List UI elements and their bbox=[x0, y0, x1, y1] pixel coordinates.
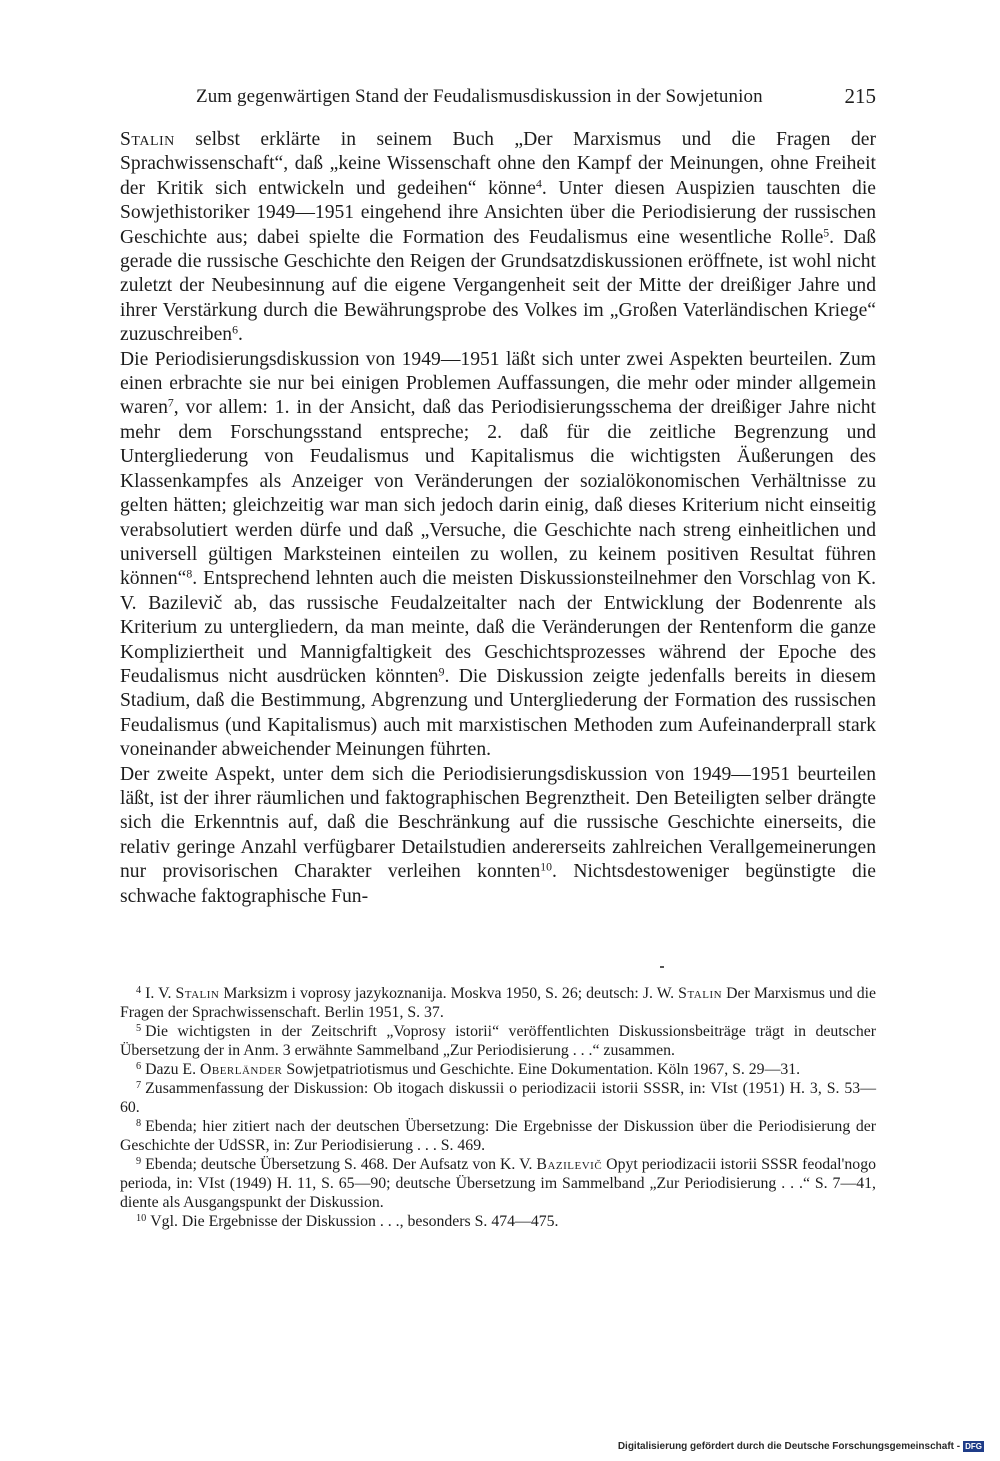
footnote-reference: 9 bbox=[438, 665, 445, 679]
footnote bbox=[120, 1117, 876, 1155]
footnote bbox=[120, 1212, 876, 1231]
running-title: Zum gegenwärtigen Stand der Feudalismusdiskussion in der Sowjetunion bbox=[196, 86, 763, 107]
footnote-number: 5 bbox=[136, 1022, 142, 1034]
footnote-number: 4 bbox=[136, 984, 142, 996]
text-run: Ebenda; deutsche Übersetzung S. 468. Der Aufsatz von K. V. bbox=[145, 1156, 537, 1173]
footnote bbox=[120, 1060, 876, 1079]
text-run: Der Marxismus und die Fragen der Sprachwissenschaft. Berlin 1951, S. 37. bbox=[120, 985, 876, 1021]
text-run: . Entsprechend lehnten auch die meisten Diskussionsteilnehmer den Vorschlag von K. V. Bazilevič ab, das russische Feudalzeitalter nach der Entwicklung der Bodenrente als Kriterium zu untergliedern, da man meinte, daß die Veränderungen der Rentenform die ganze Kompliziertheit und Mannigfaltigkeit des Geschichtsprozesses während der Epoche des Feudalismus nicht ausdrücken könnten bbox=[120, 568, 876, 687]
text-run: . bbox=[237, 324, 243, 346]
paragraph bbox=[120, 763, 876, 909]
credit-text: Digitalisierung gefördert durch die Deutsche Forschungsgemeinschaft - bbox=[617, 1441, 961, 1452]
footnote bbox=[120, 984, 876, 1022]
footnote-number: 9 bbox=[136, 1155, 142, 1167]
footnotes bbox=[120, 984, 876, 1231]
text-run: Dazu E. bbox=[145, 1061, 200, 1078]
running-header bbox=[120, 84, 876, 114]
text-run: Marksizm i voprosy jazykoznanija. Moskva 1950, S. 26; deutsch: J. W. bbox=[219, 985, 679, 1002]
page-number: 215 bbox=[844, 84, 876, 108]
footnote-divider bbox=[660, 966, 664, 968]
author-name-smallcaps: Stalin bbox=[175, 985, 220, 1002]
author-name-smallcaps: Stalin bbox=[678, 985, 723, 1002]
footnote bbox=[120, 1022, 876, 1060]
author-name-smallcaps: Stalin bbox=[120, 129, 175, 150]
author-name-smallcaps: Oberländer bbox=[199, 1061, 283, 1078]
dfg-logo-icon: DFG bbox=[965, 1442, 982, 1451]
text-run: I. V. bbox=[145, 985, 176, 1002]
text-run: Vgl. Die Ergebnisse der Diskussion . . ., besonders S. 474—475. bbox=[150, 1213, 559, 1230]
body-text bbox=[120, 128, 876, 909]
text-run: Opyt periodizacii istorii SSSR feodal'nogo perioda, in: VIst (1949) H. 11, S. 65—90; deutsche Übersetzung im Sammelband „Zur Periodisierung . . .“ S. 7—41, diente als Ausgangspunkt der Diskussion. bbox=[120, 1156, 876, 1211]
paragraph bbox=[120, 348, 876, 763]
footnote-reference: 6 bbox=[232, 323, 238, 337]
footnote-reference: 8 bbox=[186, 567, 193, 581]
footnote-number: 6 bbox=[136, 1060, 142, 1072]
footnote-number: 10 bbox=[136, 1212, 147, 1224]
paragraph bbox=[120, 128, 876, 348]
text-run: Sowjetpatriotismus und Geschichte. Eine Dokumentation. Köln 1967, S. 29—31. bbox=[282, 1061, 801, 1078]
footnote-reference: 10 bbox=[540, 860, 553, 874]
text-run: selbst erklärte in seinem Buch „Der Marxismus und die Fragen der Sprachwissenschaft“, daß „keine Wissenschaft ohne den Kampf der Meinungen, ohne Freiheit der Kritik sich entwickeln und gedeihen“ könne bbox=[120, 129, 876, 199]
text-run: Zusammenfassung der Diskussion: Ob itogach diskussii o periodizacii istorii SSSR, in: VIst (1951) H. 3, S. 53—60. bbox=[120, 1080, 876, 1116]
text-run: . Unter diesen Auspizien tauschten die Sowjethistoriker 1949—1951 eingehend ihre Ansichten über die Periodisierung der russischen Geschichte aus; dabei spielte die Formation des Feudalismus eine wesentliche Rolle bbox=[120, 177, 876, 248]
footnote-reference: 7 bbox=[167, 397, 174, 411]
text-run: Ebenda; hier zitiert nach der deutschen Übersetzung: Die Ergebnisse der Diskussion über die Periodisierung der Geschichte der UdSSR, in: Zur Periodisierung . . . S. 469. bbox=[120, 1118, 876, 1154]
text-run: Die wichtigsten in der Zeitschrift „Voprosy istorii“ veröffentlichten Diskussionsbeiträge trägt in deutscher Übersetzung der in Anm. 3 erwähnte Sammelband „Zur Periodisierung . . .“ zusammen. bbox=[120, 1023, 876, 1059]
text-run: Die Periodisierungsdiskussion von 1949—1951 läßt sich unter zwei Aspekten beurteilen. Zum einen erbrachte sie nur bei einigen Problemen Auffassungen, die mehr oder minder allgemein waren bbox=[120, 348, 876, 419]
text-run: . Nichtsdestoweniger begünstigte die schwache faktographische Fun- bbox=[120, 861, 876, 907]
digitization-credit bbox=[618, 1441, 984, 1452]
text-run: . Daß gerade die russische Geschichte den Reigen der Grundsatzdiskussionen eröffnete, ist wohl nicht zuletzt der Neubesinnung auf die eigene Vergangenheit seit der Mitte der dreißiger Jahre und ihrer Verstärkung durch die Bewährungsprobe des Volkes im „Großen Vaterländischen Kriege“ zuzuschreiben bbox=[120, 226, 876, 346]
footnote bbox=[120, 1079, 876, 1117]
footnote-number: 7 bbox=[136, 1079, 142, 1091]
author-name-smallcaps: Bazilevič bbox=[536, 1156, 603, 1173]
text-run: Der zweite Aspekt, unter dem sich die Periodisierungsdiskussion von 1949—1951 beurteilen läßt, ist der ihrer räumlichen und faktographischen Begrenztheit. Den Beteiligten selber drängte sich die Erkenntnis auf, daß die Beschränkung auf die russische Geschichte einerseits, die relativ geringe Anzahl verfügbarer Detailstudien andererseits zahlreichen Verallgemeinerungen nur provisorischen Charakter verleihen konnten bbox=[120, 763, 876, 883]
text-run: . Die Diskussion zeigte jedenfalls bereits in diesem Stadium, daß die Bestimmung, Abgrenzung und Untergliederung der Formation des russischen Feudalismus (und Kapitalismus) auch mit marxistischen Methoden zum Aufeinanderprall stark voneinander abweichender Meinungen führten. bbox=[120, 665, 876, 761]
footnote-reference: 5 bbox=[823, 226, 830, 240]
footnote-reference: 4 bbox=[535, 177, 542, 191]
footnote-number: 8 bbox=[136, 1117, 142, 1129]
footnote bbox=[120, 1155, 876, 1212]
text-run: , vor allem: 1. in der Ansicht, daß das Periodisierungsschema der dreißiger Jahre nicht mehr dem Forschungsstand entspreche; 2. daß für die zeitliche Begrenzung und Untergliederung von Feudalismus und Kapitalismus die wichtigsten Äußerungen des Klassenkampfes als Anzeiger von Veränderungen der sozialökonomischen Verhältnisse zu gelten hätten; gleichzeitig war man sich jedoch darin einig, daß dieses Kriterium nicht einseitig verabsolutiert werden dürfe und daß „Versuche, die Geschichte nach streng einheitlichen und universell gültigen Marksteinen einteilen zu wollen, zu keinem positiven Resultat führen können“ bbox=[120, 397, 876, 590]
